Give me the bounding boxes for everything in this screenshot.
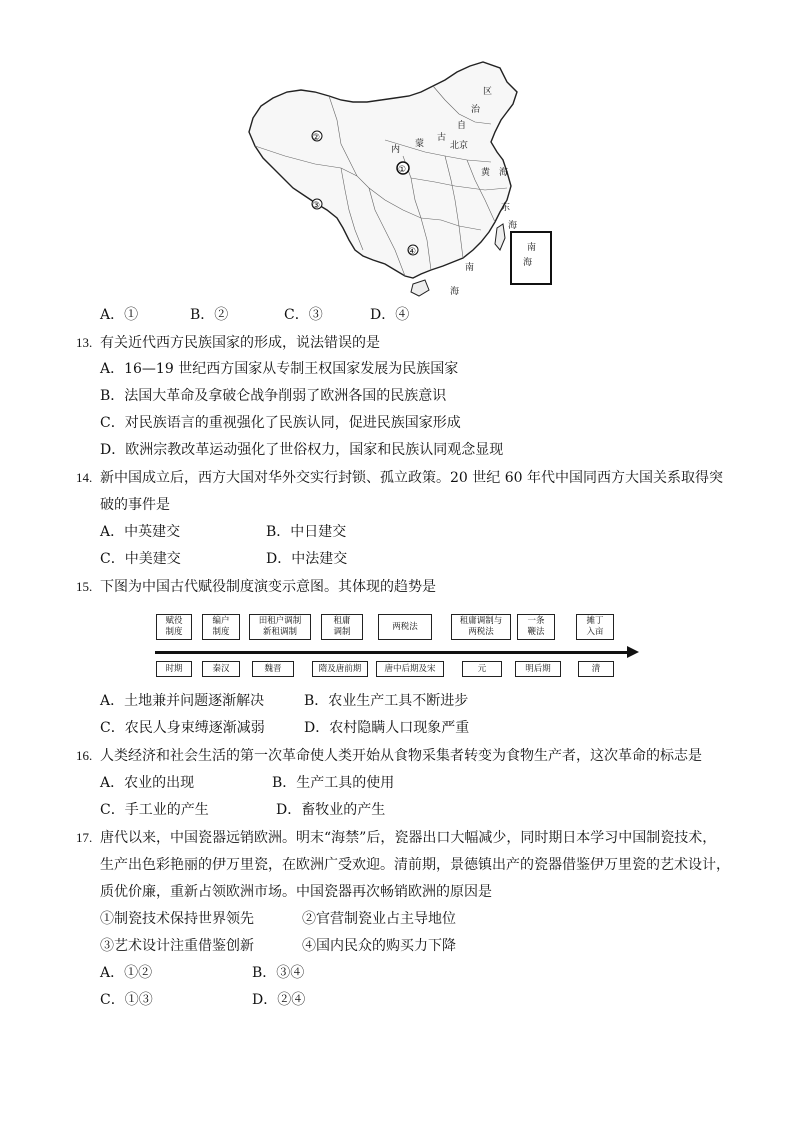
q12-option-c[interactable]: C．③ [284, 307, 323, 323]
marker-4-label: ④ [408, 247, 417, 257]
taiwan-island [495, 224, 505, 250]
q16-number: 16. [76, 748, 93, 763]
q14-stem-line2: 破的事件是 [100, 497, 170, 513]
q16-option-d[interactable]: D．畜牧业的产生 [276, 802, 386, 818]
q13-option-c[interactable]: C．对民族语言的重视强化了民族认同，促进民族国家形成 [100, 415, 461, 431]
q15-stem: 下图为中国古代赋役制度演变示意图。其体现的趋势是 [100, 579, 436, 595]
marker-2-label: ② [312, 133, 321, 143]
map-label-hai3: 海 [450, 287, 460, 297]
inset-label-hai: 海 [523, 258, 533, 268]
map-label-qu: 区 [483, 87, 493, 97]
system-box-2: 编户 制度 [202, 614, 240, 640]
system-box-7: 一条 鞭法 [517, 614, 555, 640]
system-box-6: 租庸调制与 两税法 [451, 614, 511, 640]
q17-stem-line1: 唐代以来，中国瓷器远销欧洲。明末“海禁”后，瓷器出口大幅减少，同时期日本学习中国制瓷技术， [100, 830, 717, 846]
map-label-gu: 古 [437, 133, 447, 143]
q14-option-a[interactable]: A．中英建交 [100, 524, 181, 540]
q17-item-3: ③艺术设计注重借鉴创新 [100, 938, 254, 954]
system-box-4: 租庸 调制 [321, 614, 363, 640]
map-label-hai2: 海 [508, 221, 518, 231]
timeline-arrow-head [627, 646, 639, 658]
q17-option-a[interactable]: A．①② [100, 965, 153, 981]
q13-number: 13. [76, 335, 93, 350]
period-box-2: 秦汉 [202, 661, 240, 677]
q17-number: 17. [76, 830, 93, 845]
china-map-svg [245, 60, 555, 300]
map-label-huang: 黄 [481, 168, 491, 178]
q13-option-b[interactable]: B．法国大革命及拿破仑战争削弱了欧洲各国的民族意识 [100, 388, 447, 404]
q17-item-4: ④国内民众的购买力下降 [302, 938, 456, 954]
map-label-hai1: 海 [499, 168, 509, 178]
system-box-8: 摊丁 入亩 [576, 614, 614, 640]
marker-3-label: ③ [312, 201, 321, 211]
period-box-7: 明后期 [515, 661, 561, 677]
q17-option-b[interactable]: B．③④ [252, 965, 305, 981]
q12-option-b[interactable]: B．② [190, 307, 229, 323]
q16-option-a[interactable]: A．农业的出现 [100, 775, 195, 791]
q17-option-c[interactable]: C．①③ [100, 992, 153, 1008]
system-box-5: 两税法 [378, 614, 432, 640]
system-box-3: 田租户调制 新租调制 [249, 614, 311, 640]
timeline-arrow-line [155, 651, 630, 654]
q17-stem-line2: 生产出色彩艳丽的伊万里瓷，在欧洲广受欢迎。清前期，景德镇出产的瓷器借鉴伊万里瓷的艺术设计， [100, 857, 730, 873]
q17-item-2: ②官营制瓷业占主导地位 [302, 911, 456, 927]
period-box-6: 元 [462, 661, 502, 677]
map-label-beijing: 北京 [450, 141, 469, 151]
q13-option-a[interactable]: A．16—19 世纪西方国家从专制王权国家发展为民族国家 [100, 361, 459, 377]
q16-stem: 人类经济和社会生活的第一次革命使人类开始从食物采集者转变为食物生产者，这次革命的标志是 [100, 748, 702, 764]
china-map [245, 60, 555, 300]
q17-option-d[interactable]: D．②④ [252, 992, 306, 1008]
map-label-meng: 蒙 [415, 139, 425, 149]
q15-option-a[interactable]: A．土地兼并问题逐渐解决 [100, 693, 265, 709]
q14-option-c[interactable]: C．中美建交 [100, 551, 181, 567]
q14-stem-line1: 新中国成立后，西方大国对华外交实行封锁、孤立政策。20 世纪 60 年代中国同西方大国关系取得突 [100, 470, 723, 486]
q15-option-d[interactable]: D．农村隐瞒人口现象严重 [304, 720, 470, 736]
q14-option-b[interactable]: B．中日建交 [266, 524, 347, 540]
map-label-zhi: 治 [471, 105, 481, 115]
q13-stem: 有关近代西方民族国家的形成，说法错误的是 [100, 335, 380, 351]
q15-option-c[interactable]: C．农民人身束缚逐渐减弱 [100, 720, 265, 736]
q15-number: 15. [76, 579, 93, 594]
map-label-nan1: 南 [465, 263, 475, 273]
inset-label-nan: 南 [527, 243, 537, 253]
q16-option-b[interactable]: B．生产工具的使用 [272, 775, 395, 791]
period-box-3: 魏晋 [252, 661, 294, 677]
q13-option-d[interactable]: D．欧洲宗教改革运动强化了世俗权力，国家和民族认同观念显现 [100, 442, 504, 458]
map-label-dong: 东 [501, 203, 511, 213]
map-label-zi: 自 [457, 121, 467, 131]
period-box-8: 清 [578, 661, 614, 677]
q17-stem-line3: 质优价廉，重新占领欧洲市场。中国瓷器再次畅销欧洲的原因是 [100, 884, 492, 900]
q12-option-a[interactable]: A．① [100, 307, 139, 323]
hainan-island [411, 280, 429, 296]
marker-1-label: ① [398, 165, 407, 175]
period-box-1: 时期 [156, 661, 192, 677]
period-box-4: 隋及唐前期 [312, 661, 368, 677]
q12-option-d[interactable]: D．④ [370, 307, 410, 323]
q14-number: 14. [76, 470, 93, 485]
map-label-nei: 内 [391, 145, 401, 155]
q14-option-d[interactable]: D．中法建交 [266, 551, 348, 567]
q17-item-1: ①制瓷技术保持世界领先 [100, 911, 254, 927]
system-box-1: 赋役 制度 [156, 614, 192, 640]
period-box-5: 唐中后期及宋 [376, 661, 444, 677]
china-outline [249, 62, 517, 278]
q16-option-c[interactable]: C．手工业的产生 [100, 802, 209, 818]
q15-option-b[interactable]: B．农业生产工具不断进步 [304, 693, 469, 709]
